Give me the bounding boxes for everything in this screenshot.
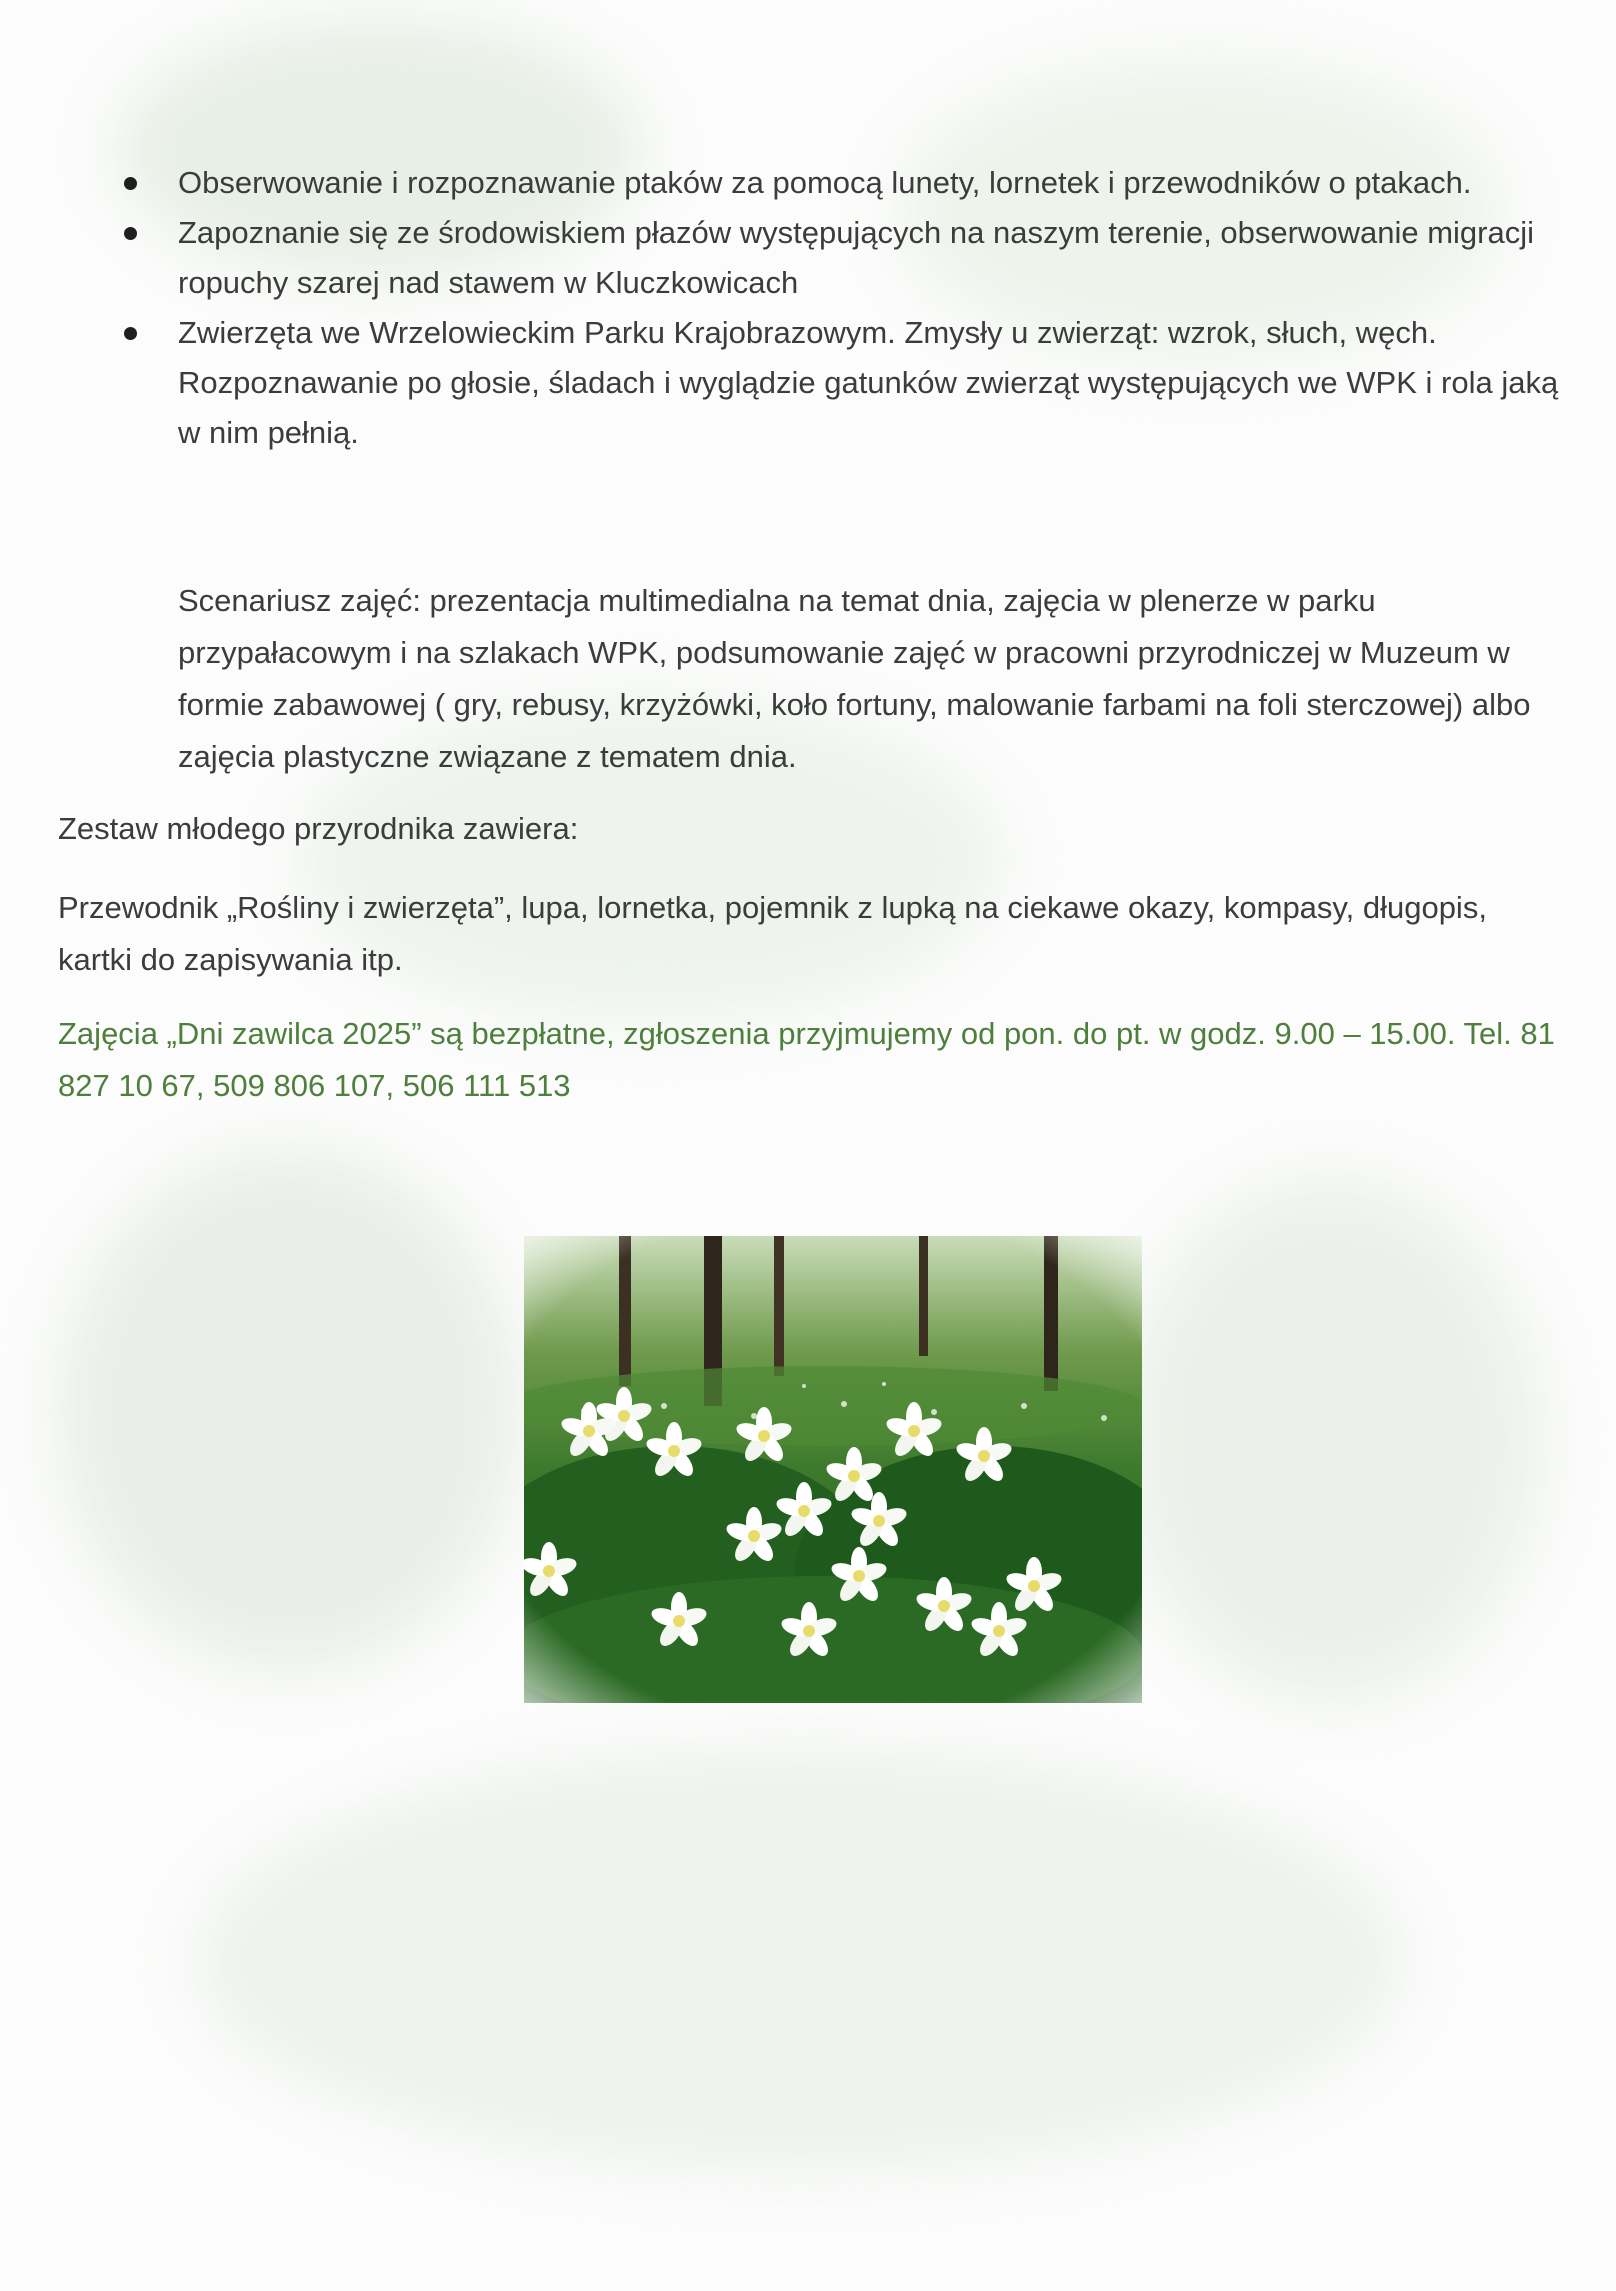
list-item-text: Obserwowanie i rozpoznawanie ptaków za pomocą lunety, lornetek i przewodników o ptakach. [178, 165, 1472, 200]
list-item [120, 158, 1570, 208]
wood-anemone-photo [524, 1236, 1142, 1703]
bullet-icon [124, 327, 137, 340]
list-item [120, 208, 1570, 308]
list-item [120, 308, 1570, 458]
kit-heading: Zestaw młodego przyrodnika zawiera: [58, 811, 579, 846]
bullet-icon [124, 227, 137, 240]
list-item-text: Zapoznanie się ze środowiskiem płazów występujących na naszym terenie, obserwowanie migracji ropuchy szarej nad stawem w Kluczkowicach [178, 215, 1535, 300]
bullet-icon [124, 177, 137, 190]
activity-list [120, 158, 1570, 458]
scenario-paragraph: Scenariusz zajęć: prezentacja multimedialna na temat dnia, zajęcia w plenerze w parku przypałacowym i na szlakach WPK, podsumowanie zajęć w pracowni przyrodniczej w Muzeum w formie zabawowej ( gry, rebusy, krzyżówki, koło fortuny, malowanie farbami na foli sterczowej) albo zajęcia plastyczne związane z tematem dnia. [178, 583, 1531, 774]
kit-contents-paragraph: Przewodnik „Rośliny i zwierzęta”, lupa, lornetka, pojemnik z lupką na ciekawe okazy, kompasy, długopis, kartki do zapisywania itp. [58, 890, 1487, 977]
registration-info: Zajęcia „Dni zawilca 2025” są bezpłatne, zgłoszenia przyjmujemy od pon. do pt. w godz. 9.00 – 15.00. Tel. 81 827 10 67, 509 806 107, 506 111 513 [58, 1016, 1555, 1103]
anemone-photo-illustration [524, 1236, 1142, 1703]
list-item-text: Zwierzęta we Wrzelowieckim Parku Krajobrazowym. Zmysły u zwierząt: wzrok, słuch, węch. Rozpoznawanie po głosie, śladach i wyglądzie gatunków zwierząt występujących we WPK i rola jaką w nim pełnią. [178, 315, 1559, 450]
